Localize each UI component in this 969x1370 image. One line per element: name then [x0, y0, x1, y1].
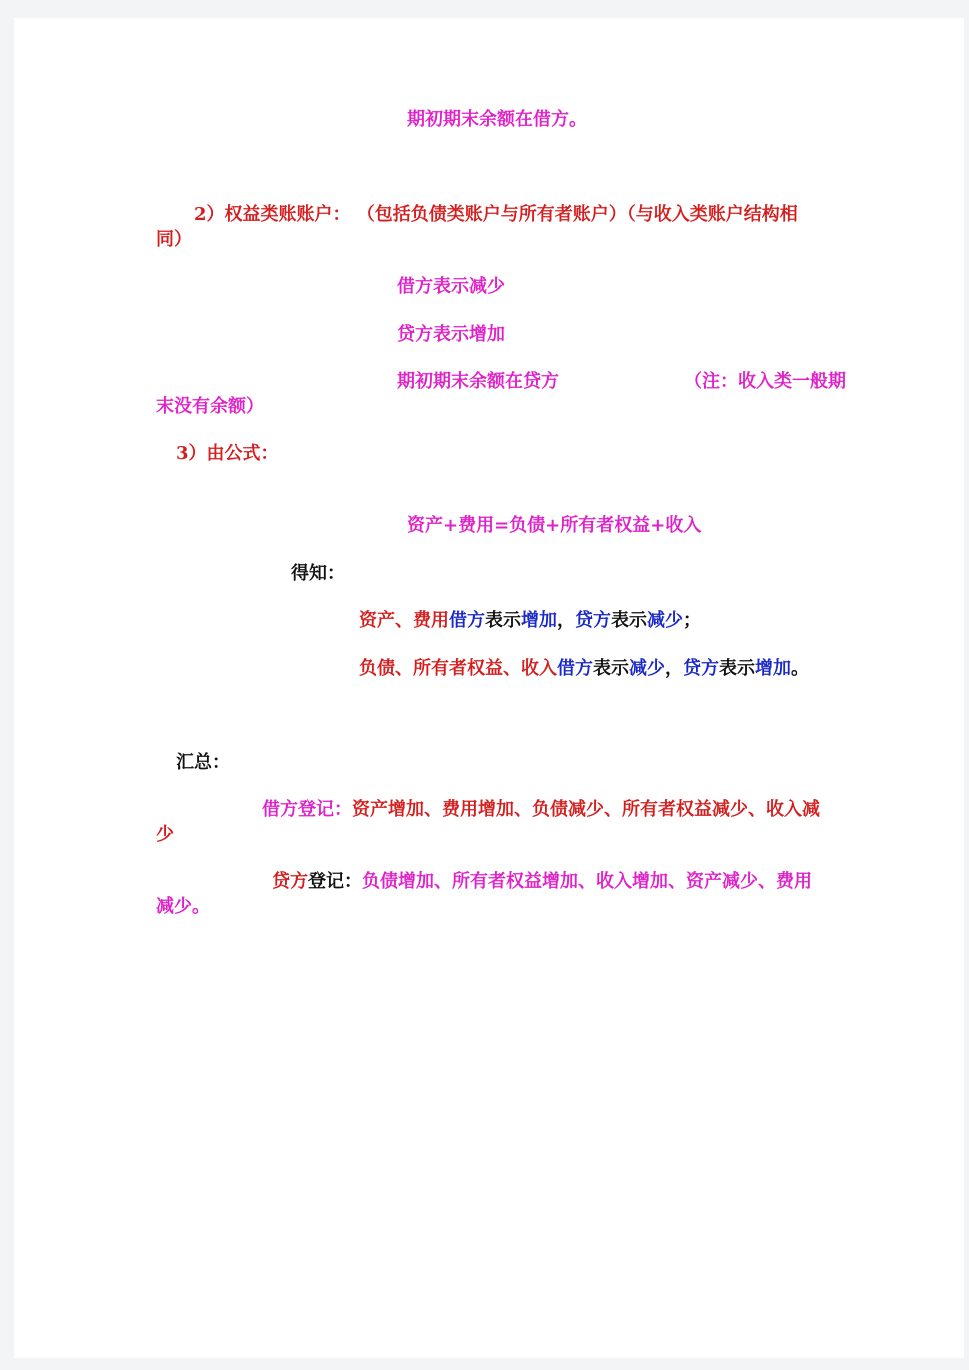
row1-increase: 增加 [521, 610, 557, 631]
summary-credit-line2: 减少。 [156, 896, 210, 917]
row1-comma: ， [557, 610, 575, 631]
row2-items: 负债、所有者权益、收入 [359, 658, 557, 679]
summary-debit-text: 资产增加、费用增加、负债减少、所有者权益减少、收入减 [352, 799, 820, 820]
row2-decrease: 减少 [629, 658, 665, 679]
summary-debit-line1 [262, 798, 820, 822]
row1-debit: 借方 [449, 610, 485, 631]
summary-credit-text: 负债增加、所有者权益增加、收入增加、资产减少、费用 [362, 871, 812, 892]
summary-credit-line1 [272, 870, 812, 894]
conclusion-row-assets-expenses [359, 609, 701, 633]
row1-items: 资产、费用 [359, 610, 449, 631]
section2-heading-line2: 同） [156, 229, 192, 250]
document-page [14, 18, 964, 1358]
row2-comma: ， [665, 658, 683, 679]
row1-decrease: 减少 [647, 610, 683, 631]
row2-shows: 表示 [593, 658, 629, 679]
income-note-line1: （注：收入类一般期 [684, 371, 846, 392]
section2-heading-line1: 2）权益类账账户： （包括负债类账户与所有者账户）（与收入类账户结构相 [194, 204, 798, 225]
row1-credit: 贷方 [575, 610, 611, 631]
summary-debit-label: 借方登记： [262, 799, 352, 820]
row1-shows-2: 表示 [611, 610, 647, 631]
income-note-line2: 末没有余额） [156, 396, 264, 417]
accounting-formula: 资产+费用=负债+所有者权益+收入 [407, 515, 702, 536]
balance-debit-line: 期初期末余额在借方。 [407, 109, 587, 130]
summary-debit-line2: 少 [156, 824, 174, 845]
debit-decrease-line: 借方表示减少 [397, 276, 505, 297]
row1-shows: 表示 [485, 610, 521, 631]
row2-credit: 贷方 [683, 658, 719, 679]
row2-shows-2: 表示 [719, 658, 755, 679]
summary-credit-register: 登记： [308, 871, 362, 892]
row1-end: ； [683, 610, 701, 631]
summary-credit-label: 贷方 [272, 871, 308, 892]
conclusion-row-liabilities-equity-income [359, 657, 809, 681]
balance-credit-line: 期初期末余额在贷方 [397, 371, 559, 392]
conclusion-label: 得知： [291, 563, 345, 584]
row2-debit: 借方 [557, 658, 593, 679]
section3-heading: 3）由公式： [176, 443, 279, 464]
row2-increase: 增加 [755, 658, 791, 679]
credit-increase-line: 贷方表示增加 [397, 324, 505, 345]
row2-end: 。 [791, 658, 809, 679]
summary-label: 汇总： [176, 752, 230, 773]
